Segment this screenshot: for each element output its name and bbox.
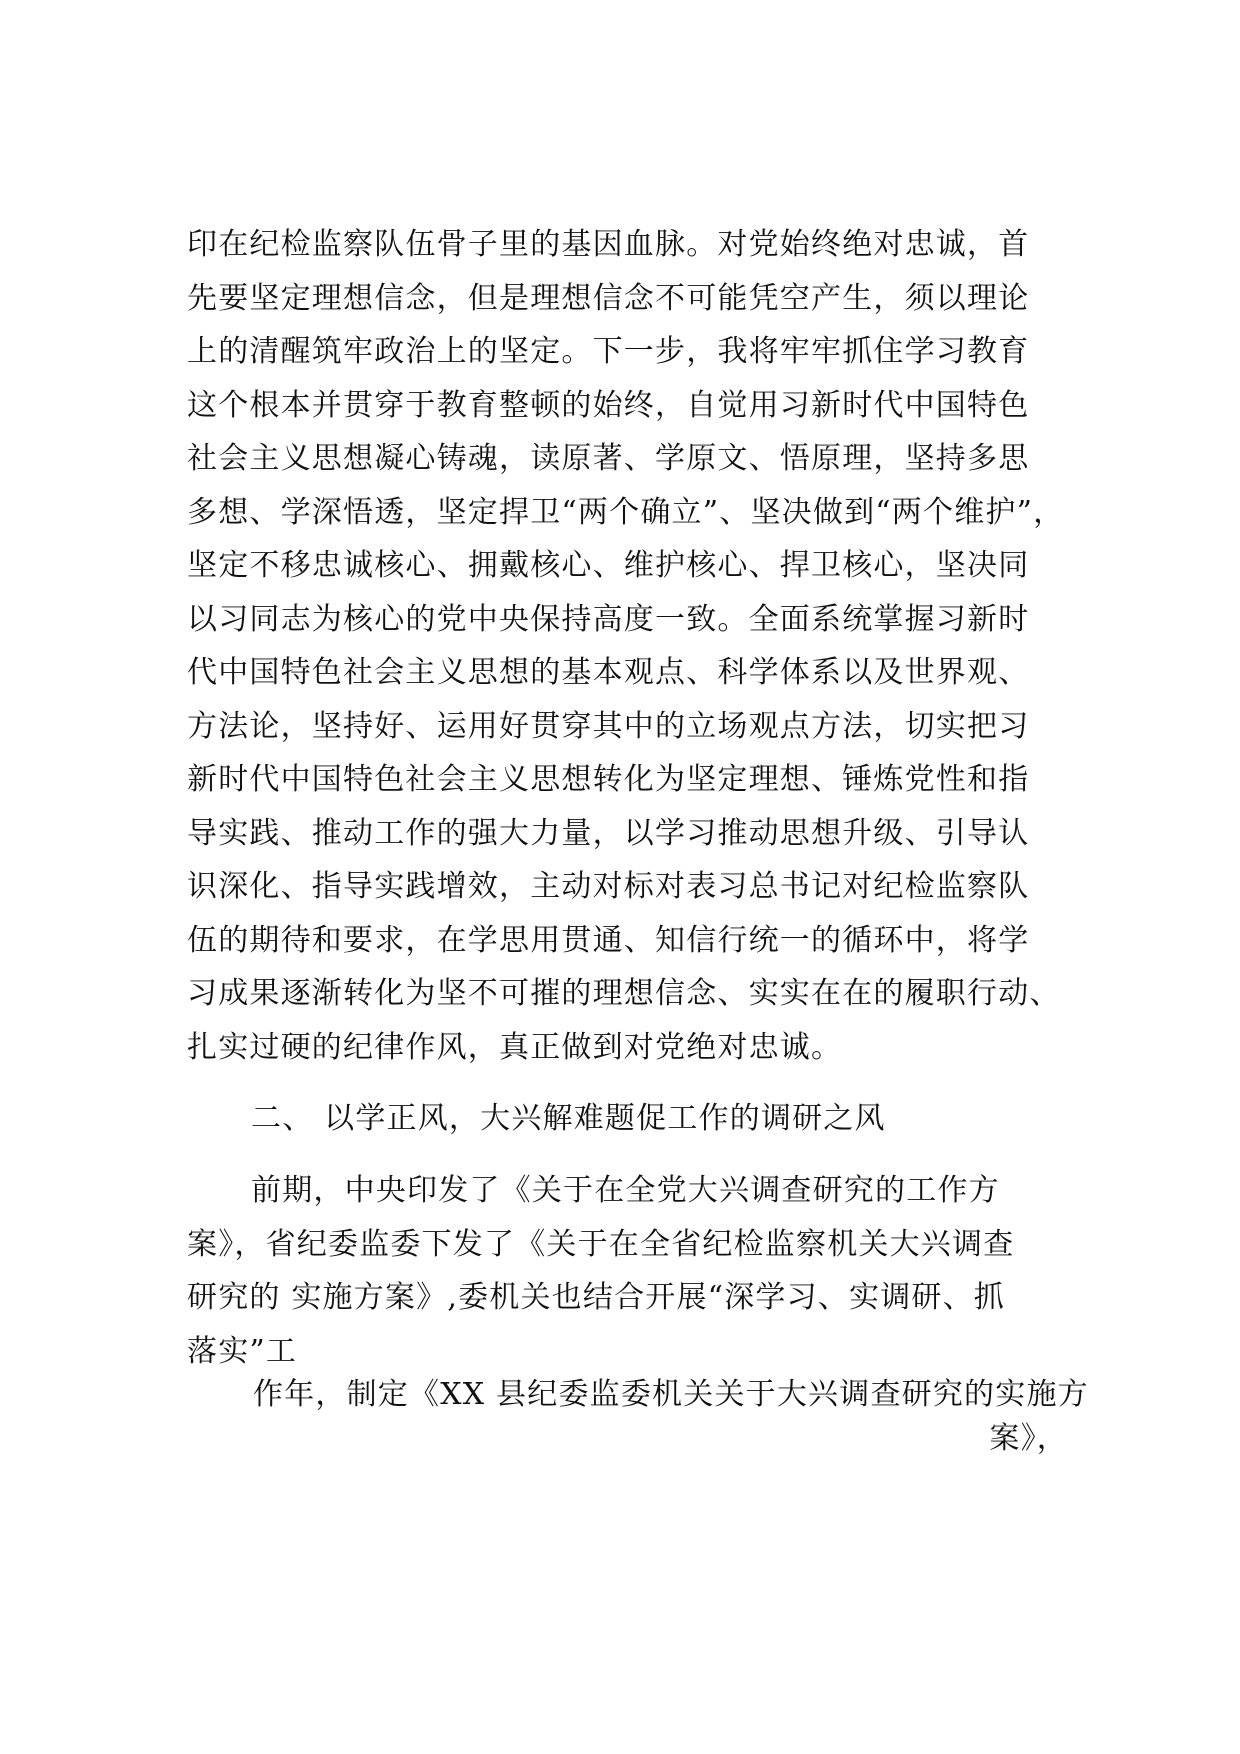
text-line: 导实践、推动工作的强大力量，以学习推动思想升级、引导认 [187,815,1030,851]
text-line: 识深化、指导实践增效，主动对标对表习总书记对纪检监察队 [187,869,1030,904]
text-line: 案》，省纪委监委下发了《关于在全省纪检监察机关大兴调查 [187,1226,1015,1262]
text-line: 习成果逐渐转化为坚不可摧的理想信念、实实在在的履职行动、 [187,976,1061,1011]
body-paragraph-research [187,1164,1057,1378]
heading-text: 二、 以学正风，大兴解难题促工作的调研之风 [251,1101,886,1136]
text-line: 多想、学深悟透，坚定捍卫“两个确立”、坚决做到“两个维护”， [187,494,1065,530]
body-paragraph-plan [253,1373,1123,1461]
text-line: 伍的期待和要求，在学思用贯通、知信行统一的循环中，将学 [187,922,1030,958]
text-line: 先要坚定理想信念，但是理想信念不可能凭空产生，须以理论 [187,280,1030,316]
text-line: 坚定不移忠诚核心、拥戴核心、维护核心、捍卫核心，坚决同 [187,548,1030,583]
text-line: 印在纪检监察队伍骨子里的基因血脉。对党始终绝对忠诚，首 [187,227,1030,262]
text-line: 方法论，坚持好、运用好贯穿其中的立场观点方法，切实把习 [187,708,1030,744]
text-line: 这个根本并贯穿于教育整顿的始终，自觉用习新时代中国特色 [187,387,1030,423]
text-line: 以习同志为核心的党中央保持高度一致。全面系统掌握习新时 [187,601,1030,637]
text-line: 代中国特色社会主义思想的基本观点、科学体系以及世界观、 [187,655,1030,690]
text-line: 作年，制定《XX 县纪委监委机关关于大兴调查研究的实施方 [253,1377,1089,1412]
text-line: 新时代中国特色社会主义思想转化为坚定理想、锤炼党性和指 [187,762,1030,797]
text-line: 社会主义思想凝心铸魂，读原著、学原文、悟原理，坚持多思 [187,441,1030,476]
text-line: 研究的 实施方案》,委机关也结合开展“深学习、实调研、抓 [187,1280,1006,1315]
body-paragraph-loyalty [187,218,1065,1074]
text-line: 案》， [989,1421,1068,1456]
section-heading [251,1092,1121,1146]
text-line: 上的清醒筑牢政治上的坚定。下一步，我将牢牢抓住学习教育 [187,334,1030,369]
text-line: 落实”工 [187,1333,298,1369]
text-line: 扎实过硬的纪律作风，真正做到对党绝对忠诚。 [187,1029,843,1065]
text-line: 前期，中央印发了《关于在全党大兴调查研究的工作方 [251,1173,1000,1208]
